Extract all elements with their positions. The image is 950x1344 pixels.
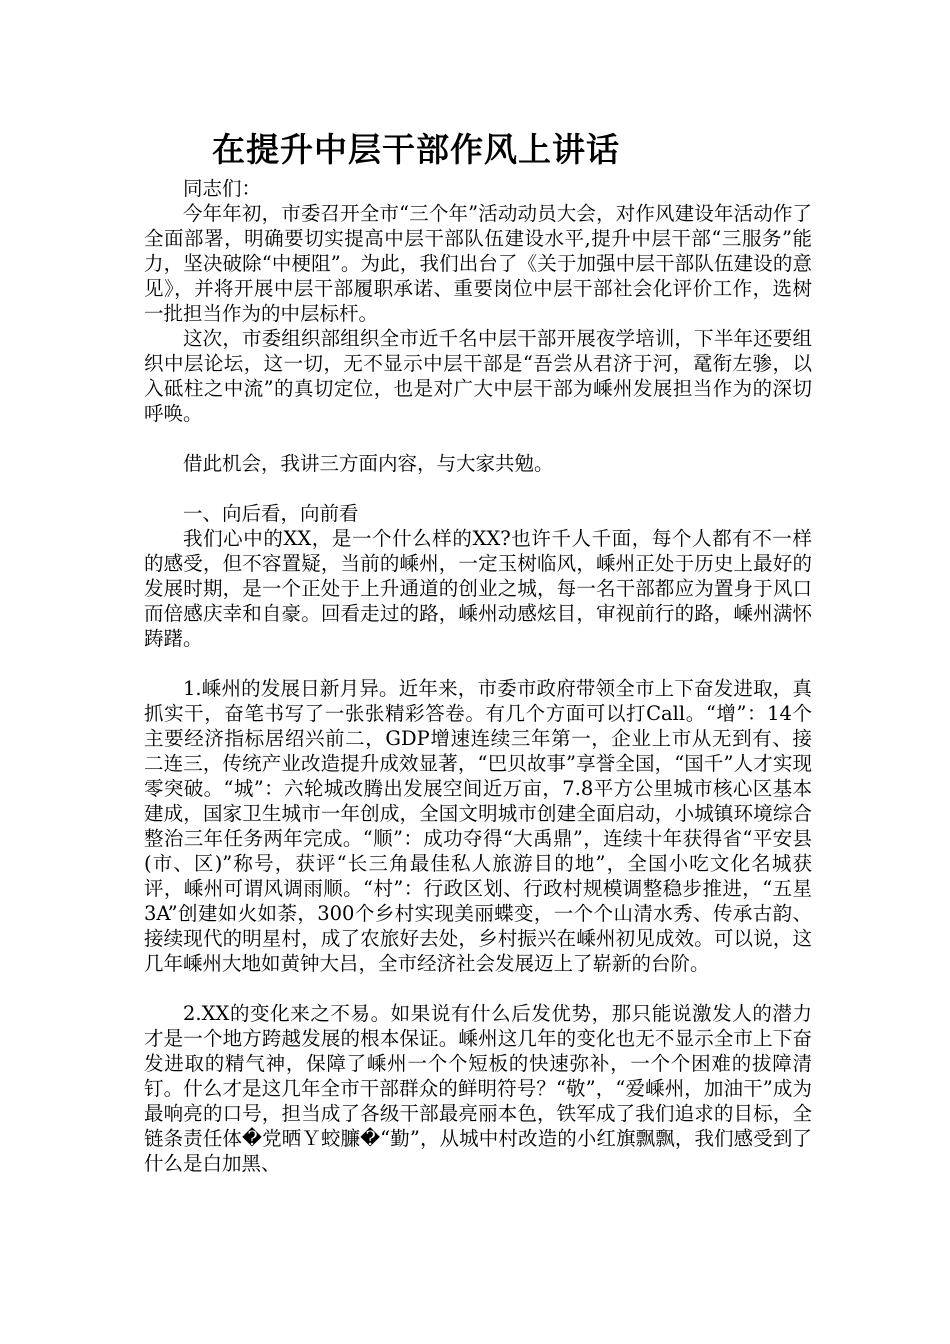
blank-line xyxy=(144,976,812,1001)
document-body xyxy=(144,176,812,1176)
paragraph-6: 2.XX的变化来之不易。如果说有什么后发优势，那只能说激发人的潜力才是一个地方跨越发展的根本保证。嵊州这几年的变化也无不显示全市上下奋发进取的精气神，保障了嵊州一个个短板的快速弥补，一个个困难的拔障清钉。什么才是这几年全市干部群众的鲜明符号？“敬”，“爱嵊州，加油干”成为最响亮的口号，担当成了各级干部最亮丽本色，铁军成了我们追求的目标，全链条责任体�党晒Ｙ蛟臁�“勤”，从城中村改造的小红旗飘飘，我们感受到了什么是白加黑、 xyxy=(144,1002,812,1175)
document-title: 在提升中层干部作风上讲话 xyxy=(212,130,620,169)
paragraph-3: 借此机会，我讲三方面内容，与大家共勉。 xyxy=(183,452,554,475)
section-heading-1: 一、向后看，向前看 xyxy=(183,502,359,525)
blank-line xyxy=(144,426,812,451)
paragraph-5: 1.嵊州的发展日新月异。近年来，市委市政府带领全市上下奋发进取，真抓实干，奋笔书写了一张张精彩答卷。有几个方面可以打Call。“增”：14个主要经济指标居绍兴前二，GDP增速连续三年第一，企业上市从无到有、接二连三，传统产业改造提升成效显著，“巴贝故事”享誉全国，“国千”人才实现零突破。“城”：六轮城改腾出发展空间近万亩，7.8平方公里城市核心区基本建成，国家卫生城市一年创成，全国文明城市创建全面启动，小城镇环境综合整治三年任务两年完成。“顺”：成功夺得“大禹鼎”，连续十年获得省“平安县(市、区)”称号，获评“长三角最佳私人旅游目的地”，全国小吃文化名城获评，嵊州可谓风调雨顺。“村”：行政区划、行政村规模调整稳步推进，“五星3A”创建如火如荼，300个乡村实现美丽蝶变，一个个山清水秀、传承古韵、接续现代的明星村，成了农旅好去处，乡村振兴在嵊州初见成效。可以说，这几年嵊州大地如黄钟大吕，全市经济社会发展迈上了崭新的台阶。 xyxy=(144,677,812,975)
paragraph-1: 今年年初，市委召开全市“三个年”活动动员大会，对作风建设年活动作了全面部署，明确要切实提高中层干部队伍建设水平,提升中层干部“三服务”能力，坚决破除“中梗阻”。为此，我们出台了《关于加强中层干部队伍建设的意见》，并将开展中层干部履职承诺、重要岗位中层干部社会化评价工作，选树一批担当作为的中层标杆。 xyxy=(144,202,812,325)
blank-line xyxy=(144,476,812,501)
blank-line xyxy=(144,651,812,676)
salutation: 同志们： xyxy=(183,177,262,200)
paragraph-4: 我们心中的XX，是一个什么样的XX?也许千人千面，每个人都有不一样的感受，但不容置疑，当前的嵊州，一定玉树临风，嵊州正处于历史上最好的发展时期，是一个正处于上升通道的创业之城，每一名干部都应为置身于风口而倍感庆幸和自豪。回看走过的路，嵊州动感炫目，审视前行的路，嵊州满怀踌躇。 xyxy=(144,527,812,650)
paragraph-2: 这次，市委组织部组织全市近千名中层干部开展夜学培训，下半年还要组织中层论坛，这一切，无不显示中层干部是“吾尝从君济于河，鼋衔左骖，以入砥柱之中流”的真切定位，也是对广大中层干部为嵊州发展担当作为的深切呼唤。 xyxy=(144,327,812,425)
